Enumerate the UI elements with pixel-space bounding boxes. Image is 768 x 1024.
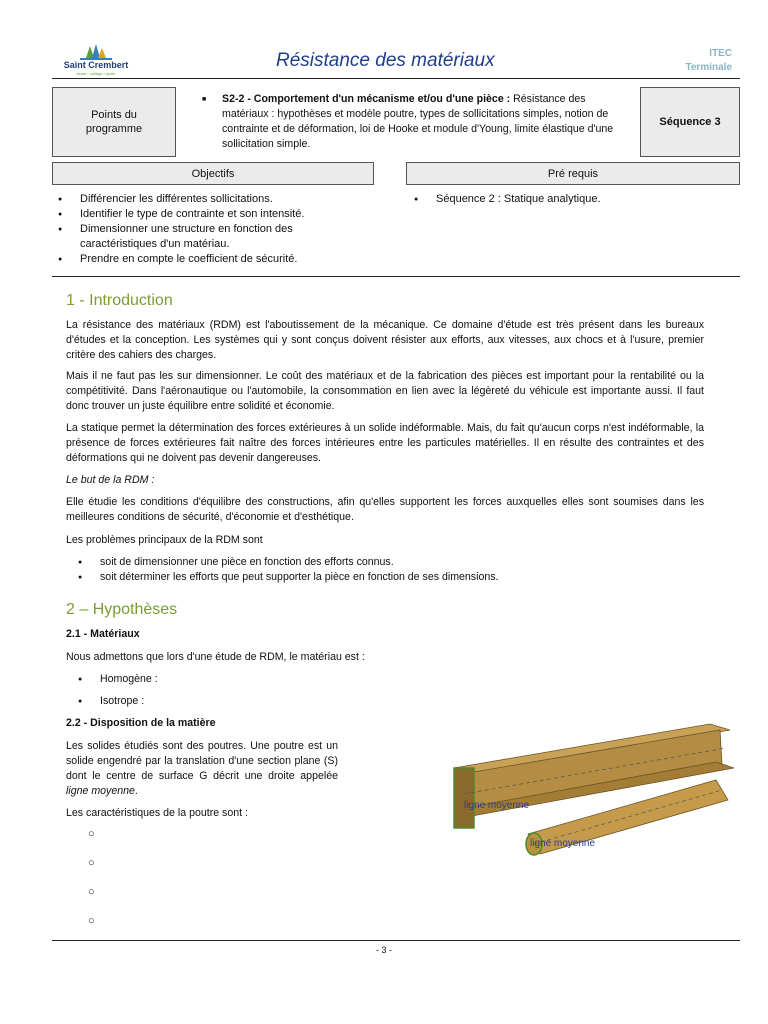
materials-list bbox=[78, 672, 158, 709]
points-programme-label: Points du programme bbox=[85, 109, 143, 135]
problems-label: Les problèmes principaux de la RDM sont bbox=[66, 534, 263, 546]
beam-illustration bbox=[440, 720, 740, 860]
i-beam-section bbox=[454, 768, 474, 828]
materiaux-subheading: 2.1 - Matériaux bbox=[66, 628, 140, 640]
program-text: Résistance des matériaux : hypothèses et modèle poutre, types de sollicitations simples, notion de contrainte et de déformation, loi de Hooke et module d'Young, limite élastique d'une sollicitation simple. bbox=[222, 93, 614, 150]
list-item: ● Homogène : bbox=[78, 672, 158, 687]
materiaux-text: Nous admettons que lors d'une étude de RDM, le matériau est : bbox=[66, 651, 365, 663]
prerequis-header bbox=[406, 162, 740, 185]
list-item: ○ bbox=[88, 828, 95, 840]
header-divider bbox=[52, 78, 740, 79]
prerequis-list bbox=[410, 192, 710, 207]
page-number: - 3 - bbox=[375, 945, 392, 955]
rdm-goal-label: Le but de la RDM : bbox=[66, 474, 155, 486]
logo-subtitle: école • collège • lycée bbox=[76, 71, 116, 76]
sequence-box bbox=[640, 87, 740, 157]
beam-label-2: ligne moyenne bbox=[530, 838, 596, 849]
intro-paragraph-3: La statique permet la détermination des forces extérieures à un solide indéformable. Mais, du fait qu'aucun corps n'est indéformable, la présence de forces extérieures fait naître des forces intérieures entre les particules matérielles. Il en résulte des contraintes et des déformations qui ne doivent pas devenir dangereuses. bbox=[66, 422, 704, 464]
list-item: ○ bbox=[88, 857, 95, 869]
list-item: ○ bbox=[88, 915, 95, 927]
section-divider bbox=[52, 276, 740, 277]
class-level: ITEC bbox=[709, 48, 732, 59]
list-item: ● Identifier le type de contrainte et son intensité. bbox=[54, 207, 354, 222]
prerequis-label: Pré requis bbox=[547, 167, 599, 180]
intro-paragraph-1: La résistance des matériaux (RDM) est l'aboutissement de la mécanique. Ce domaine d'étude est très présent dans les bureaux d'études et la conception. Les systèmes qui y sont conçus doivent résister aux efforts, aux vitesses, aux chocs et à l'usure, premier critère des cahiers des charges. bbox=[66, 319, 704, 361]
logo bbox=[56, 40, 136, 78]
list-item: ○ bbox=[88, 886, 95, 898]
disposition-subheading: 2.2 - Disposition de la matière bbox=[66, 717, 216, 729]
program-description: ■ S2-2 - Comportement d'un mécanisme et/ou d'une pièce : Résistance des matériaux : hypothèses et modèle poutre, types de sollicitations simples, notion de contrainte et de déformation, loi de Hooke et module d'Young, limite élastique d'une sollicitation simple. bbox=[202, 93, 614, 150]
page-title: Résistance des matériaux bbox=[276, 50, 495, 71]
footer-divider bbox=[52, 940, 740, 941]
disposition-text: Les solides étudiés sont des poutres. Une poutre est un solide engendré par la translation d'une section plane (S) dont le centre de surface G décrit une droite appelée ligne moyenne. bbox=[66, 740, 338, 797]
list-item: ● Prendre en compte le coefficient de sécurité. bbox=[54, 252, 354, 267]
list-item: ● soit déterminer les efforts que peut supporter la pièce en fonction de ses dimensions. bbox=[78, 570, 498, 585]
class-year: Terminale bbox=[685, 62, 732, 73]
list-item: ● Isotrope : bbox=[78, 694, 158, 709]
list-item: ● soit de dimensionner une pièce en fonction des efforts connus. bbox=[78, 555, 498, 570]
introduction-heading: 1 - Introduction bbox=[66, 292, 173, 309]
hypotheses-heading: 2 – Hypothèses bbox=[66, 601, 178, 618]
objectifs-list bbox=[54, 192, 354, 267]
list-item: ● Différencier les différentes sollicitations. bbox=[54, 192, 354, 207]
objectifs-label: Objectifs bbox=[191, 167, 235, 180]
list-item: ● Dimensionner une structure en fonction des caractéristiques d'un matériau. bbox=[54, 222, 354, 252]
logo-text: Saint Crembert bbox=[63, 60, 129, 70]
sequence-label: Séquence 3 bbox=[659, 116, 721, 128]
list-item: ● Séquence 2 : Statique analytique. bbox=[410, 192, 710, 207]
program-code: S2-2 - Comportement d'un mécanisme et/ou d'une pièce : bbox=[222, 93, 511, 105]
characteristics-label: Les caractéristiques de la poutre sont : bbox=[66, 807, 248, 819]
intro-paragraph-4: Elle étudie les conditions d'équilibre des constructions, afin qu'elles supportent les forces auxquelles elles sont soumises dans les meilleures conditions de sécurité, d'économie et d'esthétique. bbox=[66, 496, 704, 523]
beam-label-1: ligne moyenne bbox=[464, 800, 530, 811]
points-programme-box bbox=[52, 87, 176, 157]
objectifs-header bbox=[52, 162, 374, 185]
logo-graphic bbox=[56, 40, 136, 62]
characteristics-list bbox=[88, 828, 95, 944]
intro-paragraph-2: Mais il ne faut pas les sur dimensionner. Le coût des matériaux et de la fabrication des pièces est important pour la rentabilité ou la compétitivité. Dans l'aéronautique ou l'automobile, la consommation en lien avec la légèreté du véhicule est importante aussi. Il faut donc trouver un juste équilibre entre solidité et économie. bbox=[66, 370, 704, 412]
problems-list bbox=[78, 555, 498, 585]
